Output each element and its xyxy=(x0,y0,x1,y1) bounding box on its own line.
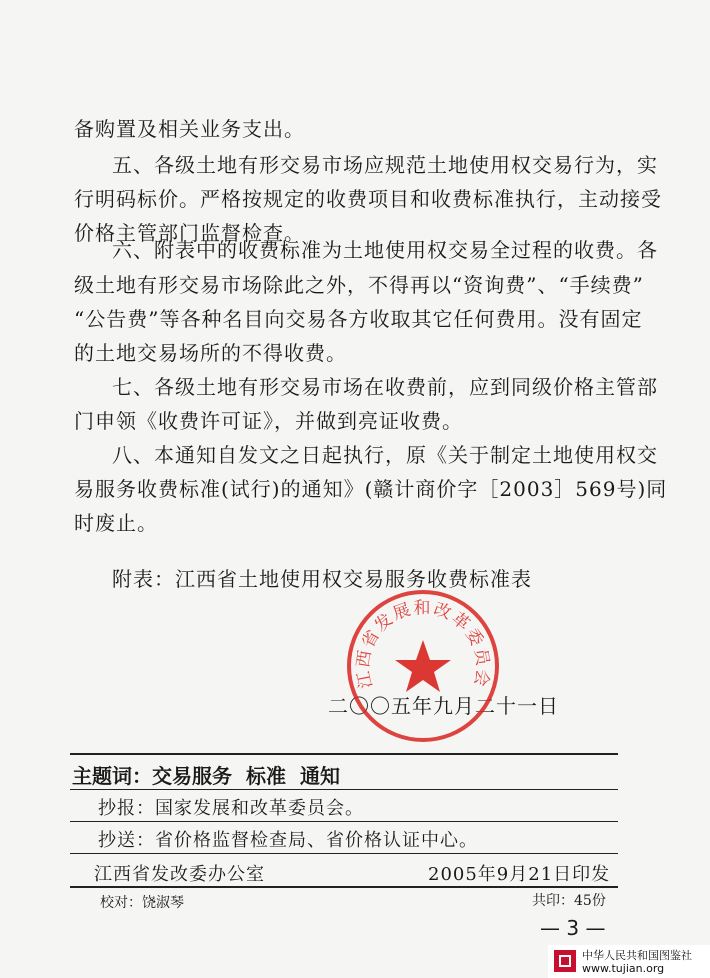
issue-date: 2005年9月21日印发 xyxy=(428,864,611,885)
attachment-note: 附表：江西省土地使用权交易服务收费标准表 xyxy=(112,567,532,591)
footer-divider xyxy=(70,886,618,888)
footer-divider xyxy=(70,789,618,790)
watermark-title: 中华人民共和国图鉴社 xyxy=(582,949,692,962)
report-to: 抄报：国家发展和改革委员会。 xyxy=(98,798,364,819)
document-date: 二〇〇五年九月二十一日 xyxy=(328,694,559,718)
body-line: 八、本通知自发文之日起执行，原《关于制定土地使用权交 xyxy=(112,443,658,467)
seal-text: 江西省发展和改革委员会 xyxy=(353,598,493,690)
footer-divider xyxy=(70,821,618,822)
official-seal xyxy=(345,588,501,744)
copy-to: 抄送：省价格监督检查局、省价格认证中心。 xyxy=(98,830,478,851)
body-line: 的土地交易场所的不得收费。 xyxy=(74,341,347,365)
body-line: “公告费”等各种名目向交易各方收取其它任何费用。没有固定 xyxy=(74,307,643,331)
issuer: 江西省发改委办公室 xyxy=(94,864,265,885)
body-line: 级土地有形交易市场除此之外，不得再以“资询费”、“手续费” xyxy=(74,273,644,297)
page-number: — 3 — xyxy=(540,916,606,940)
proofreader: 校对：饶淑琴 xyxy=(100,895,184,911)
body-line: 行明码标价。严格按规定的收费项目和收费标准执行，主动接受 xyxy=(74,187,662,211)
body-line: 易服务收费标准(试行)的通知》(赣计商价字［2003］569号)同 xyxy=(74,477,668,501)
body-line: 时废止。 xyxy=(74,511,158,535)
body-line: 七、各级土地有形交易市场在收费前，应到同级价格主管部 xyxy=(112,375,658,399)
body-line: 门申领《收费许可证》，并做到亮证收费。 xyxy=(74,409,463,433)
body-line: 价格主管部门监督检查。 xyxy=(74,221,305,245)
watermark xyxy=(548,945,710,978)
copies-count: 共印：45份 xyxy=(532,893,606,909)
watermark-url: www.tujian.org xyxy=(582,962,665,975)
keywords-label: 主题词： xyxy=(72,764,152,788)
footer-divider xyxy=(70,853,618,854)
seal-star xyxy=(395,640,451,692)
keyword: 交易服务 xyxy=(152,764,232,788)
body-line: 备购置及相关业务支出。 xyxy=(74,117,305,141)
body-line: 六、附表中的收费标准为土地使用权交易全过程的收费。各 xyxy=(112,238,658,262)
footer-divider xyxy=(70,753,618,755)
keywords-row xyxy=(72,760,354,789)
body-line: 五、各级土地有形交易市场应规范土地使用权交易行为，实 xyxy=(112,153,658,177)
watermark-logo xyxy=(554,950,576,972)
keyword: 标准 xyxy=(246,764,286,788)
keyword: 通知 xyxy=(300,764,340,788)
